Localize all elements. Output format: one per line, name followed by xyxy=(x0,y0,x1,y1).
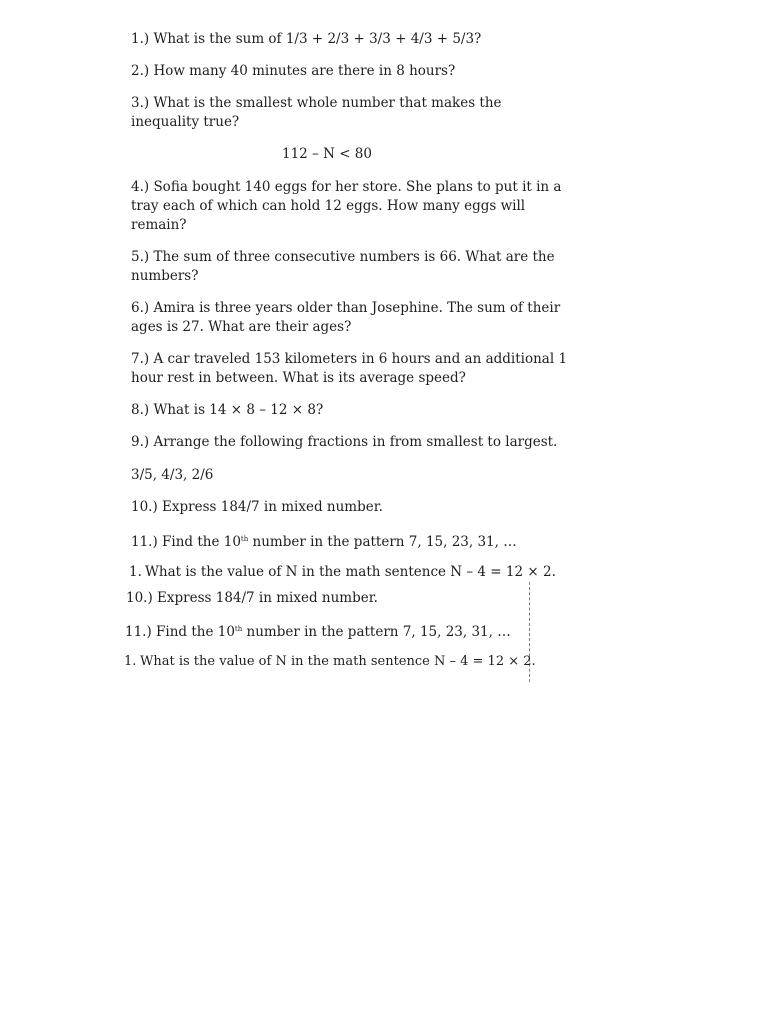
duplicate-question-11-suffix: number in the pattern 7, 15, 23, 31, … xyxy=(242,624,511,640)
question-5-line-1: 5.) The sum of three consecutive numbers is 66. What are the xyxy=(131,249,555,265)
question-5-line-2: numbers? xyxy=(131,268,199,284)
duplicate-question-11 xyxy=(125,620,511,642)
duplicate-question-11-superscript: th xyxy=(234,625,243,633)
question-9: 9.) Arrange the following fractions in from smallest to largest. xyxy=(131,434,558,450)
question-3-equation: 112 – N < 80 xyxy=(282,146,372,162)
question-12-text: What is the value of N in the math sentence N – 4 = 12 × 2. xyxy=(145,564,556,580)
question-2: 2.) How many 40 minutes are there in 8 hours? xyxy=(131,63,456,79)
question-6-line-2: ages is 27. What are their ages? xyxy=(131,319,352,335)
duplicate-question-12-text: What is the value of N in the math sentence N – 4 = 12 × 2. xyxy=(140,654,536,669)
duplicate-question-12-number: 1. xyxy=(124,654,137,669)
question-3-line-1: 3.) What is the smallest whole number that makes the xyxy=(131,95,502,111)
question-4-line-1: 4.) Sofia bought 140 eggs for her store. She plans to put it in a xyxy=(131,179,562,195)
question-8: 8.) What is 14 × 8 – 12 × 8? xyxy=(131,402,324,418)
question-11 xyxy=(131,530,517,552)
question-10: 10.) Express 184/7 in mixed number. xyxy=(131,499,383,515)
question-4-line-2: tray each of which can hold 12 eggs. How many eggs will xyxy=(131,198,526,214)
duplicate-question-12 xyxy=(124,652,536,671)
question-12 xyxy=(129,563,556,582)
question-9-fractions: 3/5, 4/3, 2/6 xyxy=(131,467,214,483)
question-11-suffix: number in the pattern 7, 15, 23, 31, … xyxy=(248,534,517,550)
question-4-line-3: remain? xyxy=(131,217,187,233)
question-12-number: 1. xyxy=(129,564,142,580)
question-11-superscript: th xyxy=(240,535,249,543)
duplicate-question-10: 10.) Express 184/7 in mixed number. xyxy=(126,590,378,606)
duplicate-question-11-prefix: 11.) Find the 10 xyxy=(125,624,235,640)
question-11-prefix: 11.) Find the 10 xyxy=(131,534,241,550)
question-7-line-2: hour rest in between. What is its average speed? xyxy=(131,370,466,386)
question-3-line-2: inequality true? xyxy=(131,114,240,130)
question-1: 1.) What is the sum of 1/3 + 2/3 + 3/3 + 4/3 + 5/3? xyxy=(131,31,482,47)
question-6-line-1: 6.) Amira is three years older than Josephine. The sum of their xyxy=(131,300,561,316)
question-7-line-1: 7.) A car traveled 153 kilometers in 6 hours and an additional 1 xyxy=(131,351,568,367)
